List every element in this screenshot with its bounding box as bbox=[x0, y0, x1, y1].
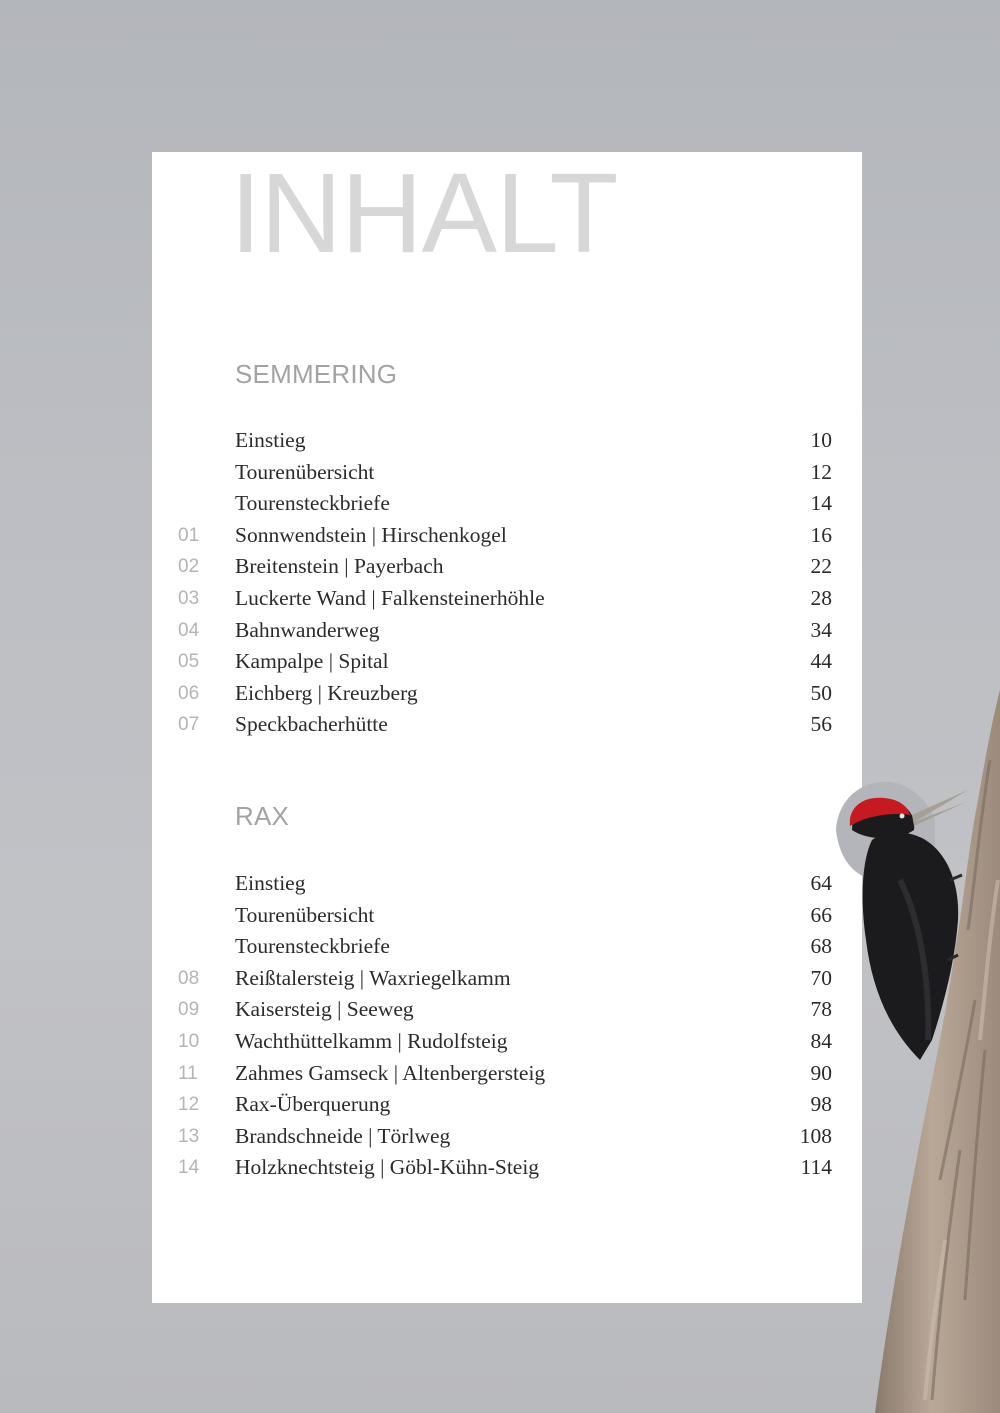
page-number: 50 bbox=[810, 680, 832, 705]
page-number: 10 bbox=[810, 428, 832, 452]
entry-title: Speckbacherhütte bbox=[235, 712, 388, 737]
page-number: 70 bbox=[810, 965, 832, 990]
tour-number: 08 bbox=[178, 967, 200, 989]
section-heading-rax: RAX bbox=[235, 801, 290, 831]
page-number: 98 bbox=[810, 1092, 832, 1117]
entry-title: Tourensteckbriefe bbox=[235, 491, 390, 516]
toc-list-semmering bbox=[178, 425, 832, 741]
entry-title: Rax-Überquerung bbox=[235, 1092, 391, 1117]
toc-entry[interactable] bbox=[178, 931, 832, 963]
page-number: 66 bbox=[810, 902, 832, 927]
entry-title: Tourenübersicht bbox=[235, 459, 375, 484]
page-number: 90 bbox=[810, 1060, 832, 1085]
page-number: 68 bbox=[810, 934, 832, 959]
entry-title: Einstieg bbox=[235, 871, 306, 895]
page-number: 84 bbox=[810, 1028, 832, 1053]
page-number: 14 bbox=[810, 491, 832, 516]
toc-entry[interactable] bbox=[178, 709, 832, 741]
page-number: 22 bbox=[810, 554, 832, 579]
tour-number: 12 bbox=[178, 1094, 200, 1116]
tour-number: 01 bbox=[178, 524, 200, 546]
page-number: 12 bbox=[810, 459, 832, 484]
section-heading-semmering: SEMMERING bbox=[235, 359, 398, 389]
toc-entry[interactable] bbox=[178, 1089, 832, 1121]
toc-entry[interactable] bbox=[178, 963, 832, 995]
page-number: 56 bbox=[810, 712, 832, 737]
page-number: 114 bbox=[800, 1155, 832, 1180]
page-number: 34 bbox=[810, 617, 832, 642]
entry-title: Tourenübersicht bbox=[235, 902, 375, 927]
tour-number: 09 bbox=[178, 999, 200, 1021]
tour-number: 06 bbox=[178, 682, 200, 704]
toc-entry[interactable] bbox=[178, 488, 832, 520]
toc-entry[interactable] bbox=[178, 520, 832, 552]
toc-entry[interactable] bbox=[178, 678, 832, 710]
entry-title: Luckerte Wand | Falkensteinerhöhle bbox=[235, 585, 545, 610]
tour-number: 13 bbox=[178, 1125, 200, 1147]
entry-title: Bahnwanderweg bbox=[235, 617, 380, 642]
page-title: INHALT bbox=[230, 150, 618, 276]
page-number: 44 bbox=[810, 649, 832, 674]
entry-title: Kampalpe | Spital bbox=[235, 649, 389, 674]
toc-entry[interactable] bbox=[178, 1058, 832, 1090]
toc-entry[interactable] bbox=[178, 1152, 832, 1184]
toc-entry[interactable] bbox=[178, 425, 832, 457]
toc-entry[interactable] bbox=[178, 583, 832, 615]
page-number: 108 bbox=[799, 1123, 832, 1148]
tour-number: 07 bbox=[178, 714, 200, 736]
tour-number: 03 bbox=[178, 587, 200, 609]
tour-number: 14 bbox=[178, 1157, 200, 1179]
page-number: 16 bbox=[810, 522, 832, 547]
toc-entry[interactable] bbox=[178, 551, 832, 583]
tour-number: 05 bbox=[178, 651, 200, 673]
entry-title: Reißtalersteig | Waxriegelkamm bbox=[235, 965, 511, 990]
page-number: 28 bbox=[810, 585, 832, 610]
entry-title: Eichberg | Kreuzberg bbox=[235, 680, 418, 705]
entry-title: Wachthüttelkamm | Rudolfsteig bbox=[235, 1028, 508, 1053]
toc-entry[interactable] bbox=[178, 1026, 832, 1058]
toc-entry[interactable] bbox=[178, 994, 832, 1026]
toc-entry[interactable] bbox=[178, 615, 832, 647]
toc-entry[interactable] bbox=[178, 1121, 832, 1153]
toc-entry[interactable] bbox=[178, 646, 832, 678]
contents-panel bbox=[152, 152, 862, 1303]
toc-list-rax bbox=[178, 868, 832, 1184]
entry-title: Sonnwendstein | Hirschenkogel bbox=[235, 522, 507, 547]
entry-title: Kaisersteig | Seeweg bbox=[235, 997, 414, 1022]
toc-entry[interactable] bbox=[178, 457, 832, 489]
page-number: 78 bbox=[810, 997, 832, 1022]
entry-title: Tourensteckbriefe bbox=[235, 934, 390, 959]
toc-entry[interactable] bbox=[178, 900, 832, 932]
entry-title: Breitenstein | Payerbach bbox=[235, 554, 444, 579]
toc-entry[interactable] bbox=[178, 868, 832, 900]
tour-number: 10 bbox=[178, 1030, 200, 1052]
entry-title: Brandschneide | Törlweg bbox=[235, 1123, 451, 1148]
entry-title: Einstieg bbox=[235, 428, 306, 452]
tour-number: 11 bbox=[178, 1062, 198, 1084]
tour-number: 02 bbox=[178, 556, 200, 578]
entry-title: Zahmes Gamseck | Altenbergersteig bbox=[235, 1060, 546, 1085]
tour-number: 04 bbox=[178, 619, 200, 641]
page-number: 64 bbox=[810, 871, 832, 895]
entry-title: Holzknechtsteig | Göbl-Kühn-Steig bbox=[235, 1155, 540, 1180]
